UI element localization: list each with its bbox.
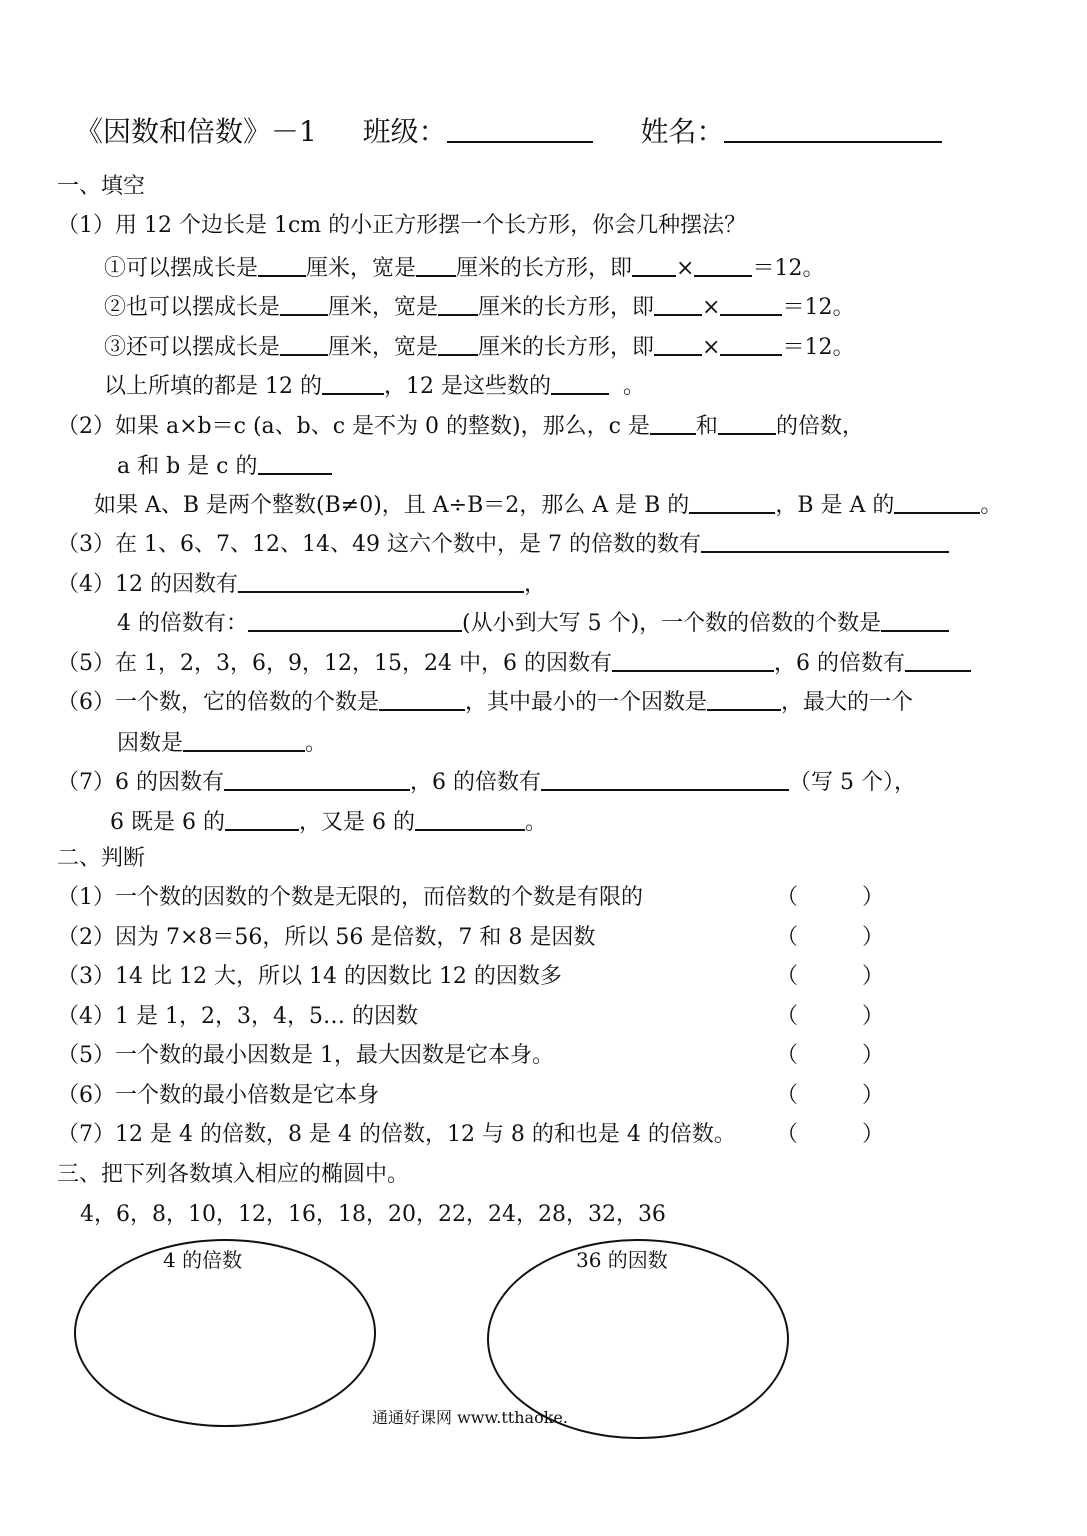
blank[interactable] xyxy=(650,409,696,435)
q7-text-a: （7）6 的因数有 xyxy=(57,770,224,795)
judge-item-3: （3）14 比 12 大，所以 14 的因数比 12 的因数多 xyxy=(57,964,562,989)
blank[interactable] xyxy=(541,765,789,791)
blank[interactable] xyxy=(258,449,332,475)
q2-line3-end: 。 xyxy=(980,493,1003,518)
blank[interactable] xyxy=(258,251,306,277)
footer-watermark: 通通好课网 www.tthaoke. xyxy=(372,1408,568,1427)
blank[interactable] xyxy=(183,726,305,752)
q6-line2-text: 因数是 xyxy=(117,731,184,756)
oval1-label: 4 的倍数 xyxy=(163,1248,243,1272)
blank[interactable] xyxy=(612,646,774,672)
paren-close: ） xyxy=(862,964,885,989)
section2-heading: 二、判断 xyxy=(57,846,146,871)
q7-text-b: ，6 的倍数有 xyxy=(410,770,541,795)
q7-text-c: （写 5 个）， xyxy=(789,770,916,795)
blank[interactable] xyxy=(225,805,299,831)
paren-close: ） xyxy=(862,885,885,910)
q6-line1 xyxy=(57,685,913,718)
q5-text-b: ，6 的倍数有 xyxy=(773,651,905,676)
q2-text-b: 的倍数， xyxy=(775,414,864,439)
q6-text-a: （6）一个数，它的倍数的个数是 xyxy=(57,690,379,715)
judge-item-1: （1）一个数的因数的个数是无限的，而倍数的个数是有限的 xyxy=(57,885,643,910)
blank[interactable] xyxy=(720,290,782,316)
section1-heading: 一、填空 xyxy=(57,174,146,199)
blank[interactable] xyxy=(438,290,478,316)
blank[interactable] xyxy=(551,369,609,395)
q1-line3-text-b: 厘米，宽是 xyxy=(328,335,439,360)
blank[interactable] xyxy=(654,330,702,356)
answer-parens[interactable] xyxy=(776,1120,884,1150)
judge-item-6: （6）一个数的最小倍数是它本身 xyxy=(57,1083,379,1108)
blank[interactable] xyxy=(280,290,328,316)
q1-line3 xyxy=(104,330,854,363)
blank[interactable] xyxy=(238,567,524,593)
blank[interactable] xyxy=(654,290,702,316)
q3-text: （3）在 1、6、7、12、14、49 这六个数中，是 7 的倍数的数有 xyxy=(57,532,701,557)
q1-line2 xyxy=(104,290,854,323)
paren-close: ） xyxy=(862,1043,885,1068)
class-label: 班级： xyxy=(362,115,447,148)
blank[interactable] xyxy=(881,606,949,632)
judge-item-4: （4）1 是 1，2，3，4，5… 的因数 xyxy=(57,1004,418,1029)
q7-line2-end: 。 xyxy=(524,810,547,835)
judge-item-5: （5）一个数的最小因数是 1，最大因数是它本身。 xyxy=(57,1043,554,1068)
q7-line2 xyxy=(110,805,547,838)
worksheet-title: 《因数和倍数》－1 xyxy=(75,115,317,148)
blank[interactable] xyxy=(248,606,462,632)
q6-text-b: ，其中最小的一个因数是 xyxy=(465,690,708,715)
q2-line1 xyxy=(57,409,864,442)
blank[interactable] xyxy=(694,251,752,277)
q1-line1-text-c: 厘米的长方形，即 xyxy=(456,256,633,281)
blank[interactable] xyxy=(894,488,980,514)
paren-open: （ xyxy=(776,1083,799,1108)
q1-line1-end: ＝12。 xyxy=(752,256,825,281)
q6-text-c: ，最大的一个 xyxy=(781,690,914,715)
name-blank[interactable] xyxy=(724,117,942,143)
blank[interactable] xyxy=(438,330,478,356)
paren-close: ） xyxy=(862,1122,885,1147)
q1-line1 xyxy=(104,251,824,284)
worksheet-header xyxy=(75,114,942,150)
answer-parens[interactable] xyxy=(776,923,884,953)
blank[interactable] xyxy=(224,765,410,791)
q1-line2-text-b: 厘米，宽是 xyxy=(328,295,439,320)
q4-text-b: 4 的倍数有： xyxy=(117,611,248,636)
blank[interactable] xyxy=(322,369,384,395)
paren-open: （ xyxy=(776,1004,799,1029)
judge-item-7: （7）12 是 4 的倍数，8 是 4 的倍数，12 与 8 的和也是 4 的倍数。 xyxy=(57,1122,736,1147)
q2-line2 xyxy=(117,449,332,482)
paren-open: （ xyxy=(776,925,799,950)
q1-line3-text-a: ③还可以摆成长是 xyxy=(104,335,281,360)
q4-text-a-end: ， xyxy=(524,572,547,597)
times-sign: × xyxy=(676,256,695,281)
answer-parens[interactable] xyxy=(776,962,884,992)
q7-line2-text-a: 6 既是 6 的 xyxy=(110,810,225,835)
paren-close: ） xyxy=(862,925,885,950)
q1-summary xyxy=(104,369,645,402)
q1-summary-b: ，12 是这些数的 xyxy=(383,374,551,399)
q1-line2-text-c: 厘米的长方形，即 xyxy=(478,295,655,320)
q2-line3 xyxy=(94,488,1002,521)
blank[interactable] xyxy=(416,251,456,277)
blank[interactable] xyxy=(632,251,676,277)
q1-line2-end: ＝12。 xyxy=(782,295,855,320)
q2-and: 和 xyxy=(695,414,718,439)
blank[interactable] xyxy=(720,330,782,356)
q1-line3-text-c: 厘米的长方形，即 xyxy=(478,335,655,360)
q2-line2-text: a 和 b 是 c 的 xyxy=(117,454,258,479)
q4-line1 xyxy=(57,567,546,600)
blank[interactable] xyxy=(280,330,328,356)
q1-summary-a: 以上所填的都是 12 的 xyxy=(104,374,322,399)
oval2-label: 36 的因数 xyxy=(576,1248,668,1272)
q4-text-a: （4）12 的因数有 xyxy=(57,572,238,597)
blank[interactable] xyxy=(415,805,525,831)
answer-parens[interactable] xyxy=(776,1041,884,1071)
paren-close: ） xyxy=(862,1004,885,1029)
q6-line2-end: 。 xyxy=(305,731,328,756)
number-list: 4，6，8，10，12，16，18，20，22，24，28，32，36 xyxy=(80,1202,666,1227)
q1-stem: （1）用 12 个边长是 1cm 的小正方形摆一个长方形，你会几种摆法？ xyxy=(57,213,747,238)
q1-line2-text-a: ②也可以摆成长是 xyxy=(104,295,281,320)
judge-item-2: （2）因为 7×8＝56，所以 56 是倍数，7 和 8 是因数 xyxy=(57,925,596,950)
times-sign: × xyxy=(702,295,721,320)
q5-text-a: （5）在 1，2，3，6，9，12，15，24 中，6 的因数有 xyxy=(57,651,612,676)
blank[interactable] xyxy=(905,646,971,672)
q2-line3-text-a: 如果 A、B 是两个整数(B≠0)，且 A÷B＝2，那么 A 是 B 的 xyxy=(94,493,690,518)
q7-line1 xyxy=(57,765,916,798)
answer-parens[interactable] xyxy=(776,1081,884,1111)
paren-close: ） xyxy=(862,1083,885,1108)
q1-line1-text-b: 厘米，宽是 xyxy=(306,256,417,281)
q1-line1-text-a: ①可以摆成长是 xyxy=(104,256,259,281)
paren-open: （ xyxy=(776,964,799,989)
blank[interactable] xyxy=(718,409,776,435)
q7-line2-text-b: ，又是 6 的 xyxy=(298,810,415,835)
blank[interactable] xyxy=(707,685,781,711)
q3-line xyxy=(57,527,949,560)
q6-line2 xyxy=(117,726,327,759)
class-blank[interactable] xyxy=(447,117,593,143)
answer-parens[interactable] xyxy=(776,883,884,913)
paren-open: （ xyxy=(776,885,799,910)
blank[interactable] xyxy=(689,488,775,514)
q4-text-b2: (从小到大写 5 个)，一个数的倍数的个数是 xyxy=(462,611,882,636)
q2-text-a: （2）如果 a×b＝c (a、b、c 是不为 0 的整数)，那么，c 是 xyxy=(57,414,650,439)
blank[interactable] xyxy=(379,685,465,711)
blank[interactable] xyxy=(701,527,949,553)
paren-open: （ xyxy=(776,1122,799,1147)
q1-line3-end: ＝12。 xyxy=(782,335,855,360)
q2-line3-text-b: ，B 是 A 的 xyxy=(775,493,895,518)
q1-summary-end: 。 xyxy=(622,374,645,399)
name-label: 姓名： xyxy=(640,115,725,148)
times-sign: × xyxy=(702,335,721,360)
q4-line2 xyxy=(117,606,949,639)
paren-open: （ xyxy=(776,1043,799,1068)
section3-heading: 三、把下列各数填入相应的椭圆中。 xyxy=(57,1162,410,1187)
q5-line xyxy=(57,646,971,679)
answer-parens[interactable] xyxy=(776,1002,884,1032)
